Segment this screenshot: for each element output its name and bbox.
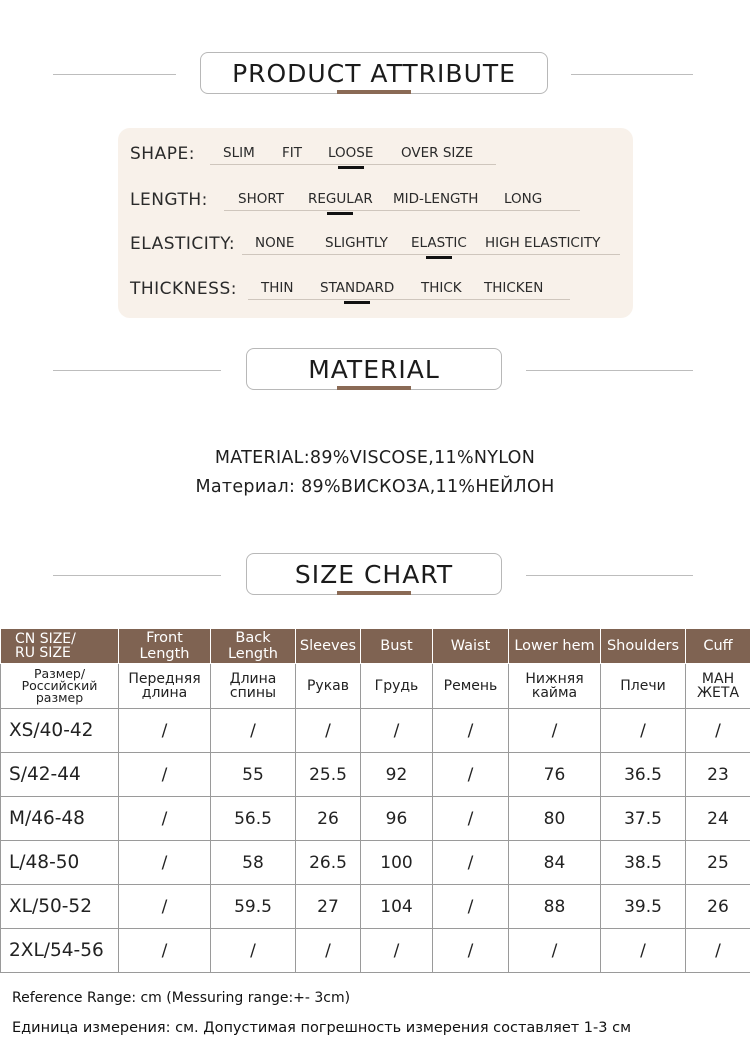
attr-option: MID-LENGTH — [393, 191, 479, 207]
material-en: MATERIAL:89%VISCOSE,11%NYLON — [214, 448, 536, 468]
table-cell: / — [296, 929, 361, 973]
table-cell: 26.5 — [296, 841, 361, 885]
table-cell: / — [296, 709, 361, 753]
table-cell: 92 — [361, 753, 433, 797]
attr-label: ELASTICITY: — [130, 234, 236, 254]
table-cell: Передняя длина — [119, 664, 211, 709]
attr-rule — [210, 164, 496, 165]
table-header-row — [1, 629, 750, 664]
divider-line — [571, 74, 693, 75]
table-cell: Ремень — [433, 664, 509, 709]
table-cell: / — [119, 929, 211, 973]
table-cell: / — [119, 709, 211, 753]
table-row — [1, 753, 750, 797]
table-row — [1, 709, 750, 753]
table-cell: МАН ЖЕТА — [686, 664, 750, 709]
table-cell: / — [119, 841, 211, 885]
table-cell: Front Length — [119, 629, 211, 664]
table-cell: / — [119, 797, 211, 841]
table-cell: / — [361, 709, 433, 753]
table-cell: Shoulders — [601, 629, 686, 664]
table-cell: / — [433, 885, 509, 929]
table-cell: 55 — [211, 753, 296, 797]
attr-option: LONG — [504, 191, 543, 207]
attr-option: SLIM — [223, 145, 255, 161]
table-row — [1, 841, 750, 885]
table-cell: 80 — [509, 797, 601, 841]
table-cell: 36.5 — [601, 753, 686, 797]
material-ru: Материал: 89%ВИСКОЗА,11%НЕЙЛОН — [195, 477, 555, 497]
attr-row-length — [118, 186, 633, 216]
section-heading-material — [0, 348, 750, 408]
attr-row-shape — [118, 140, 633, 170]
table-cell: / — [211, 929, 296, 973]
section-heading-product-attribute — [0, 52, 750, 112]
table-cell: / — [433, 841, 509, 885]
attr-option: FIT — [282, 145, 302, 161]
attr-option-selected: ELASTIC — [411, 235, 467, 251]
table-cell: XS/40-42 — [1, 709, 119, 753]
selected-underline — [426, 256, 452, 259]
selected-underline — [338, 166, 364, 169]
table-cell: 84 — [509, 841, 601, 885]
table-cell: / — [119, 753, 211, 797]
divider-line — [53, 74, 176, 75]
attr-label: THICKNESS: — [130, 279, 237, 299]
table-cell: 56.5 — [211, 797, 296, 841]
table-cell: Sleeves — [296, 629, 361, 664]
table-cell: 59.5 — [211, 885, 296, 929]
section-title: PRODUCT ATTRIBUTE — [200, 52, 548, 94]
table-cell: 25 — [686, 841, 750, 885]
table-cell: / — [509, 709, 601, 753]
table-cell: 58 — [211, 841, 296, 885]
table-cell: 96 — [361, 797, 433, 841]
table-cell: / — [601, 929, 686, 973]
table-cell: 37.5 — [601, 797, 686, 841]
attr-option: SHORT — [238, 191, 284, 207]
size-table — [0, 628, 750, 973]
attr-option: THICK — [421, 280, 462, 296]
attr-rule — [224, 210, 580, 211]
accent-bar — [337, 386, 411, 390]
table-cell: Рукав — [296, 664, 361, 709]
table-cell: 26 — [686, 885, 750, 929]
table-cell: Нижняя кайма — [509, 664, 601, 709]
table-cell: 24 — [686, 797, 750, 841]
divider-line — [526, 575, 693, 576]
attr-row-elasticity — [118, 230, 633, 260]
table-row — [1, 797, 750, 841]
table-cell: 25.5 — [296, 753, 361, 797]
table-cell: 104 — [361, 885, 433, 929]
section-title: MATERIAL — [246, 348, 502, 390]
accent-bar — [337, 90, 411, 94]
table-cell: Размер/ Российский размер — [1, 664, 119, 709]
table-cell: / — [686, 929, 750, 973]
table-cell: S/42-44 — [1, 753, 119, 797]
selected-underline — [344, 301, 370, 304]
reference-note-ru: Единица измерения: см. Допустимая погрешность измерения составляет 1-3 см — [12, 1020, 632, 1036]
divider-line — [526, 370, 693, 371]
attr-rule — [242, 254, 620, 255]
table-cell: Back Length — [211, 629, 296, 664]
table-cell: Плечи — [601, 664, 686, 709]
table-cell: CN SIZE/ RU SIZE — [1, 629, 119, 664]
table-cell: 88 — [509, 885, 601, 929]
table-cell: Длина спины — [211, 664, 296, 709]
table-cell: M/46-48 — [1, 797, 119, 841]
attr-option: THIN — [261, 280, 294, 296]
attr-option: NONE — [255, 235, 295, 251]
section-heading-size-chart — [0, 553, 750, 613]
accent-bar — [337, 591, 411, 595]
attr-label: SHAPE: — [130, 144, 195, 164]
table-cell: 27 — [296, 885, 361, 929]
attr-row-thickness — [118, 275, 633, 305]
table-cell: 38.5 — [601, 841, 686, 885]
table-cell: XL/50-52 — [1, 885, 119, 929]
divider-line — [53, 575, 221, 576]
table-cell: 100 — [361, 841, 433, 885]
table-cell: / — [119, 885, 211, 929]
attr-label: LENGTH: — [130, 190, 208, 210]
table-header-row — [1, 664, 750, 709]
table-cell: 39.5 — [601, 885, 686, 929]
table-cell: Cuff — [686, 629, 750, 664]
table-cell: 23 — [686, 753, 750, 797]
reference-note-en: Reference Range: cm (Messuring range:+- 3cm) — [12, 990, 351, 1006]
table-cell: / — [433, 797, 509, 841]
table-cell: Waist — [433, 629, 509, 664]
attr-rule — [248, 299, 570, 300]
divider-line — [53, 370, 221, 371]
attr-option: SLIGHTLY — [325, 235, 388, 251]
table-cell: / — [509, 929, 601, 973]
table-cell: / — [433, 753, 509, 797]
attr-option: THICKEN — [484, 280, 544, 296]
table-cell: / — [361, 929, 433, 973]
table-cell: L/48-50 — [1, 841, 119, 885]
table-cell: / — [601, 709, 686, 753]
attr-option-selected: STANDARD — [320, 280, 394, 296]
attr-option-selected: REGULAR — [308, 191, 373, 207]
table-cell: / — [686, 709, 750, 753]
attr-option: OVER SIZE — [401, 145, 474, 161]
table-cell: Грудь — [361, 664, 433, 709]
table-row — [1, 885, 750, 929]
attr-option-selected: LOOSE — [328, 145, 373, 161]
attr-option: HIGH ELASTICITY — [485, 235, 601, 251]
table-row — [1, 929, 750, 973]
table-cell: 76 — [509, 753, 601, 797]
table-cell: Lower hem — [509, 629, 601, 664]
table-cell: Bust — [361, 629, 433, 664]
table-cell: 2XL/54-56 — [1, 929, 119, 973]
table-cell: / — [433, 709, 509, 753]
table-cell: 26 — [296, 797, 361, 841]
section-title: SIZE CHART — [246, 553, 502, 595]
attribute-panel — [118, 128, 633, 318]
selected-underline — [327, 212, 353, 215]
table-cell: / — [211, 709, 296, 753]
table-cell: / — [433, 929, 509, 973]
